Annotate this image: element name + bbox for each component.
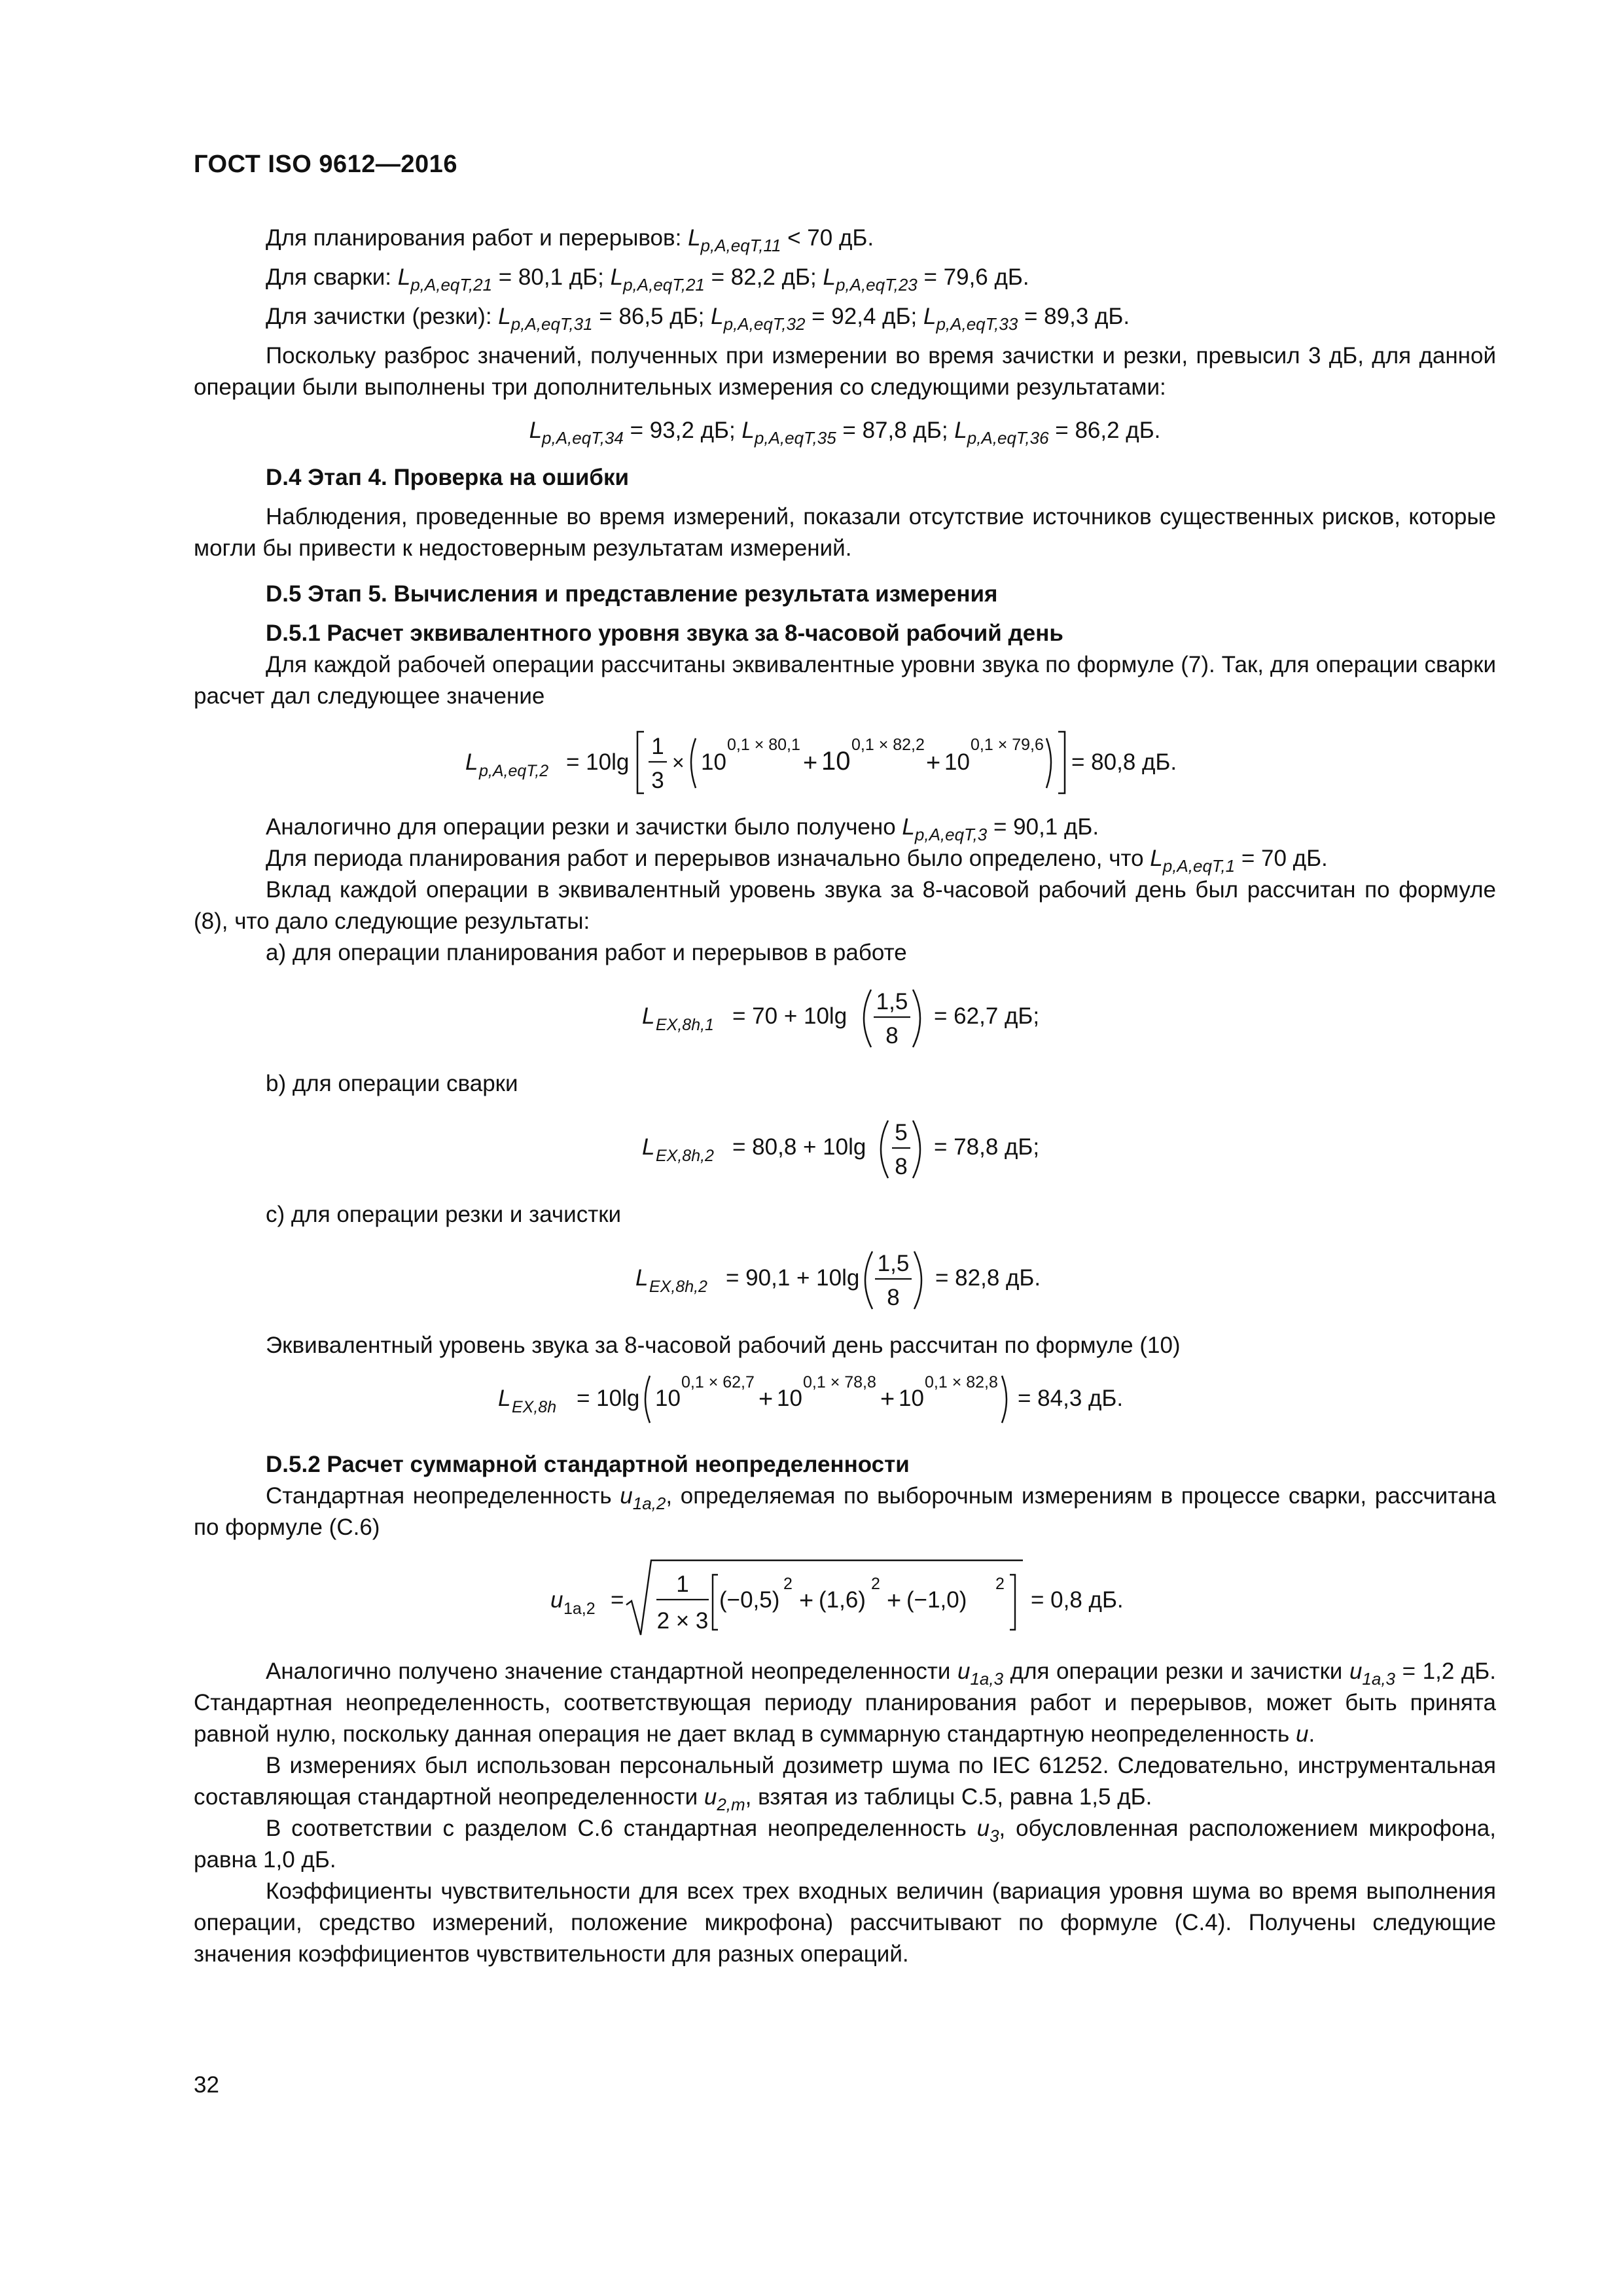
svg-text:8: 8 [895,1154,908,1179]
svg-text:EX,8h,2: EX,8h,2 [656,1147,714,1165]
svg-text:10: 10 [655,1386,681,1411]
svg-text:= 80,8 + 10lg: = 80,8 + 10lg [732,1134,866,1160]
svg-text:= 70 + 10lg: = 70 + 10lg [732,1003,847,1029]
spread-paragraph: Поскольку разброс значений, полученных при измерении во время зачистки и резки, превысил 3 дБ, для данной операции были выполнены три дополнительных измерения со следующими результатами: [194,343,1496,400]
svg-text:= 62,7 дБ;: = 62,7 дБ; [934,1003,1040,1029]
svg-text:10: 10 [899,1386,924,1411]
svg-text:2 × 3: 2 × 3 [656,1608,709,1634]
section-d4-heading: D.4 Этап 4. Проверка на ошибки [266,465,630,490]
coefficients-paragraph: Коэффициенты чувствительности для всех трех входных величин (вариация уровня шума во время выполнения операции, средство измерений, положение микрофона) рассчитывают по формуле (C.4). Получены следующие значения коэффициентов чувствительности для разных операций. [194,1878,1496,1967]
svg-text:10: 10 [701,749,726,775]
svg-text:(1,6): (1,6) [819,1587,866,1613]
svg-text:+: + [880,1386,895,1413]
svg-text:1: 1 [651,734,664,759]
svg-text:10: 10 [944,749,970,775]
item-a-label: a) для операции планирования работ и перерывов в работе [266,940,907,965]
svg-text:1,5: 1,5 [876,989,908,1014]
section-d51-intro: Для каждой рабочей операции рассчитаны эквивалентные уровни звука по формуле (7). Так, для операции сварки расчет дал следующее значение [194,652,1496,709]
svg-text:1,5: 1,5 [877,1251,910,1276]
svg-text:+: + [758,1386,774,1413]
svg-text:p,A,eqT,2: p,A,eqT,2 [479,762,549,780]
formula-lex8h1 [194,979,1496,1058]
section-d4-text: Наблюдения, проведенные во время измерений, показали отсутствие источников существенных рисков, которые могли бы привести к недостоверным результатам измерений. [194,504,1496,561]
svg-text:= 0,8 дБ.: = 0,8 дБ. [1031,1587,1124,1613]
svg-text:L: L [498,1386,511,1411]
formula-lpaeqt2 [194,723,1496,801]
svg-text:= 10lg: = 10lg [577,1386,640,1411]
svg-text:L: L [465,749,478,775]
svg-text:2: 2 [783,1575,793,1593]
section-d5-heading: D.5 Этап 5. Вычисления и представление результата измерения [266,581,998,607]
svg-text:0,1 × 78,8: 0,1 × 78,8 [803,1373,876,1391]
svg-text:1a,2: 1a,2 [563,1600,596,1618]
svg-text:10: 10 [821,747,851,776]
item-b-label: b) для операции сварки [266,1071,518,1096]
svg-text:L: L [635,1265,649,1291]
svg-text:8: 8 [885,1023,899,1049]
formula-u1a2 [194,1554,1496,1645]
cleaning-results: Для зачистки (резки): $L_{p,A,eqT,31} = 86,5$ дБ; $L_{p,A,eqT,32} = 92,4$ дБ; $L_{p,A,eqT,33} = 89,3$ дБ. [266,304,1130,334]
analog-paragraph-2: Для периода планирования работ и перерывов изначально было определено, что $L_{p,A,eqT,1} = 70$ дБ. [266,846,1328,876]
section-d52-intro: Стандартная неопределенность $u_{1a,2}$, определяемая по выборочным измерениям в процессе сварки, рассчитана по формуле (C.6) [194,1483,1497,1540]
svg-text:+: + [926,749,941,777]
svg-text:5: 5 [895,1120,908,1145]
svg-text:×: × [672,751,685,774]
item-c-label: c) для операции резки и зачистки [266,1202,622,1227]
svg-text:L: L [642,1134,655,1160]
svg-text:EX,8h,1: EX,8h,1 [656,1016,714,1034]
contribution-paragraph: Вклад каждой операции в эквивалентный уровень звука за 8-часовой рабочий день был рассчитан по формуле (8), что дало следующие результаты: [194,877,1496,934]
svg-text:0,1 × 79,6: 0,1 × 79,6 [971,736,1044,754]
planning-result: Для планирования работ и перерывов: $L_{p,A,eqT,11} < 70$ дБ. [266,225,874,255]
formula-lex8h2-cleaning [194,1241,1496,1319]
svg-text:+: + [887,1587,902,1615]
svg-text:= 10lg: = 10lg [566,749,630,775]
document-header: ГОСТ ISO 9612—2016 [194,151,457,178]
svg-text:+: + [799,1587,814,1615]
svg-text:=: = [611,1587,624,1613]
formula-lex8h [194,1365,1496,1431]
svg-text:1: 1 [676,1571,689,1597]
svg-text:2: 2 [871,1575,880,1593]
svg-text:0,1 × 82,2: 0,1 × 82,2 [851,736,925,754]
formula-lex8h2-welding [194,1110,1496,1189]
svg-text:(−0,5): (−0,5) [719,1587,780,1613]
svg-text:8: 8 [887,1285,900,1310]
svg-text:= 82,8 дБ.: = 82,8 дБ. [935,1265,1041,1291]
svg-text:(−1,0): (−1,0) [906,1587,967,1613]
svg-text:EX,8h,2: EX,8h,2 [649,1278,707,1296]
svg-text:0,1 × 82,8: 0,1 × 82,8 [925,1373,998,1391]
svg-text:EX,8h: EX,8h [512,1398,557,1416]
svg-text:+: + [803,749,818,777]
equivalent-level-text: Эквивалентный уровень звука за 8-часовой рабочий день рассчитан по формуле (10) [266,1333,1181,1358]
svg-text:0,1 × 62,7: 0,1 × 62,7 [681,1373,755,1391]
uncertainty-paragraph: Аналогично получено значение стандартной неопределенности $u_{1a,3}$ для операции резки и зачистки $u_{1a,3} = 1,2$ дБ. Стандартная неопределенность, соответствующая периоду планирования работ и перерывов, может быть принята равной нулю, поскольку данная операция не дает вклад в суммарную стандартную неопределенность u. [194,1659,1496,1747]
section-d52-heading: D.5.2 Расчет суммарной стандартной неопределенности [266,1452,910,1477]
page-content [194,223,1496,1970]
svg-text:= 84,3 дБ.: = 84,3 дБ. [1018,1386,1124,1411]
welding-results: Для сварки: $L_{p,A,eqT,21} = 80,1$ дБ; $L_{p,A,eqT,21} = 82,2$ дБ; $L_{p,A,eqT,23} = 79,6$ дБ. [266,264,1029,295]
svg-text:= 80,8 дБ.: = 80,8 дБ. [1071,749,1177,775]
svg-text:L: L [642,1003,655,1029]
svg-text:u: u [550,1587,563,1613]
page-number: 32 [194,2072,219,2098]
svg-text:0,1 × 80,1: 0,1 × 80,1 [727,736,800,754]
svg-text:2: 2 [995,1575,1005,1593]
svg-text:3: 3 [651,768,664,793]
extra-measurements: $L_{p,A,eqT,34} = 93,2$ дБ; $L_{p,A,eqT,35} = 87,8$ дБ; $L_{p,A,eqT,36} = 86,2$ дБ. [529,418,1161,448]
svg-text:10: 10 [777,1386,802,1411]
instrument-paragraph: В измерениях был использован персональный дозиметр шума по IEC 61252. Следовательно, инструментальная составляющая стандартной неопределенности $u_{2,m}$, взятая из таблицы C.5, равна 1,5 дБ. [194,1753,1496,1814]
svg-text:= 78,8 дБ;: = 78,8 дБ; [934,1134,1040,1160]
microphone-paragraph: В соответствии с разделом C.6 стандартная неопределенность $u_3$, обусловленная расположением микрофона, равна 1,0 дБ. [194,1816,1497,1873]
svg-text:= 90,1 + 10lg: = 90,1 + 10lg [726,1265,860,1291]
section-d51-heading: D.5.1 Расчет эквивалентного уровня звука за 8-часовой рабочий день [266,620,1063,646]
analog-paragraph-1: Аналогично для операции резки и зачистки было получено $L_{p,A,eqT,3} = 90,1$ дБ. [266,814,1099,844]
